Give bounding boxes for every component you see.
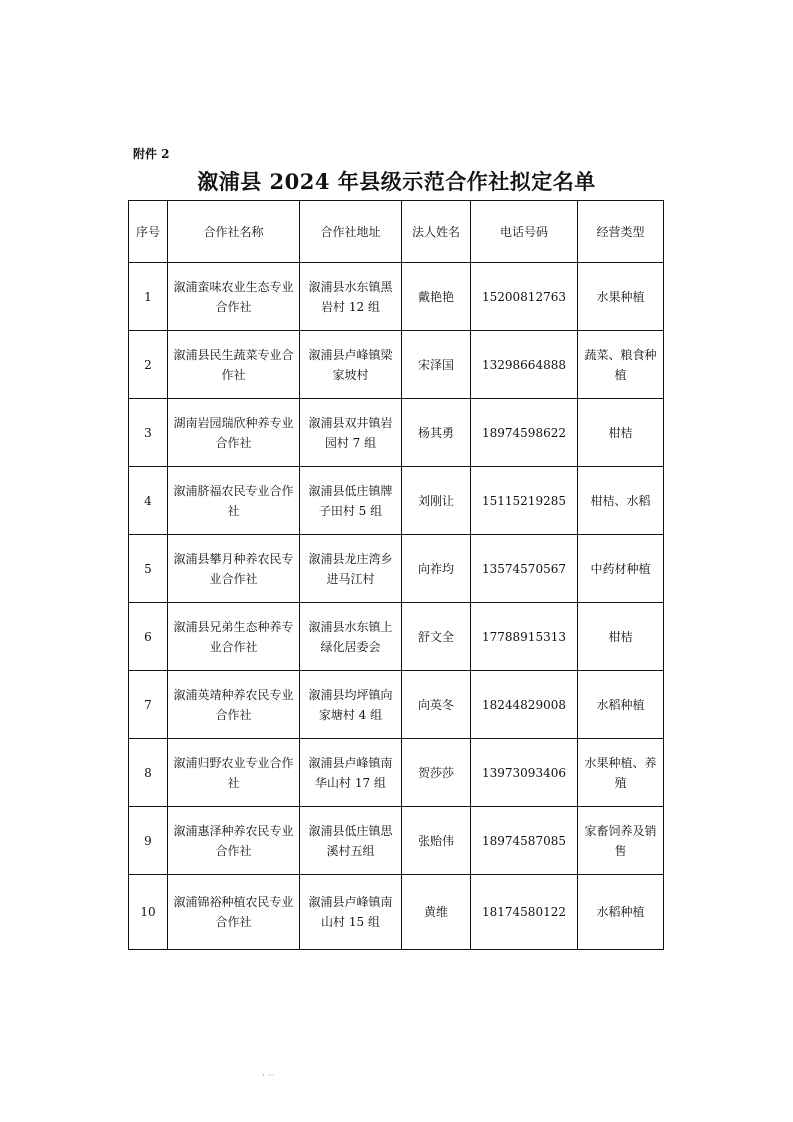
row-number: 1 [129,263,168,331]
cooperative-address: 溆浦县均坪镇向家塘村 4 组 [300,671,402,739]
phone-number: 18974598622 [471,399,578,467]
column-header-business: 经营类型 [578,201,664,263]
cooperative-address: 溆浦县卢峰镇南山村 15 组 [300,875,402,950]
row-number: 5 [129,535,168,603]
cooperative-address: 溆浦县卢峰镇南华山村 17 组 [300,739,402,807]
cooperative-name: 溆浦蛮味农业生态专业合作社 [168,263,300,331]
legal-representative: 向英冬 [402,671,471,739]
cooperative-name: 溆浦县民生蔬菜专业合作社 [168,331,300,399]
cooperative-address: 溆浦县龙庄湾乡进马江村 [300,535,402,603]
legal-representative: 向祚均 [402,535,471,603]
column-header-number: 序号 [129,201,168,263]
phone-number: 13298664888 [471,331,578,399]
legal-representative: 黄维 [402,875,471,950]
phone-number: 13574570567 [471,535,578,603]
row-number: 2 [129,331,168,399]
legal-representative: 贺莎莎 [402,739,471,807]
legal-representative: 刘刚让 [402,467,471,535]
table-row [129,331,664,399]
cooperative-name: 溆浦英靖种养农民专业合作社 [168,671,300,739]
cooperative-address: 溆浦县卢峰镇梁家坡村 [300,331,402,399]
business-type: 家畜饲养及销售 [578,807,664,875]
table-row [129,603,664,671]
business-type: 蔬菜、粮食种植 [578,331,664,399]
legal-representative: 杨其勇 [402,399,471,467]
column-header-name: 合作社名称 [168,201,300,263]
legal-representative: 戴艳艳 [402,263,471,331]
table-row [129,263,664,331]
business-type: 水稻种植 [578,671,664,739]
phone-number: 15200812763 [471,263,578,331]
table-row [129,671,664,739]
row-number: 3 [129,399,168,467]
row-number: 8 [129,739,168,807]
cooperative-address: 溆浦县低庄镇思溪村五组 [300,807,402,875]
business-type: 水果种植 [578,263,664,331]
legal-representative: 张贻伟 [402,807,471,875]
business-type: 水稻种植 [578,875,664,950]
table-row [129,739,664,807]
cooperative-address: 溆浦县低庄镇牌子田村 5 组 [300,467,402,535]
column-header-phone: 电话号码 [471,201,578,263]
cooperative-address: 溆浦县双井镇岩园村 7 组 [300,399,402,467]
row-number: 4 [129,467,168,535]
cooperative-name: 溆浦脐福农民专业合作社 [168,467,300,535]
row-number: 6 [129,603,168,671]
column-header-representative: 法人姓名 [402,201,471,263]
table-row [129,535,664,603]
row-number: 9 [129,807,168,875]
phone-number: 18244829008 [471,671,578,739]
table-row [129,807,664,875]
cooperative-roster-table [128,200,664,950]
phone-number: 13973093406 [471,739,578,807]
cooperative-name: 溆浦惠泽种养农民专业合作社 [168,807,300,875]
cooperative-name: 湖南岩园瑞欣种养专业合作社 [168,399,300,467]
page-title: 溆浦县 2024 年县级示范合作社拟定名单 [197,169,596,194]
table-header-row [129,201,664,263]
scan-artifact-mark: · ·· [262,1071,274,1081]
cooperative-address: 溆浦县水东镇黑岩村 12 组 [300,263,402,331]
table-row [129,399,664,467]
cooperative-name: 溆浦锦裕种植农民专业合作社 [168,875,300,950]
cooperative-name: 溆浦归野农业专业合作社 [168,739,300,807]
business-type: 柑桔 [578,399,664,467]
row-number: 10 [129,875,168,950]
business-type: 水果种植、养殖 [578,739,664,807]
cooperative-name: 溆浦县兄弟生态种养专业合作社 [168,603,300,671]
cooperative-address: 溆浦县水东镇上绿化居委会 [300,603,402,671]
table-row [129,875,664,950]
phone-number: 18974587085 [471,807,578,875]
row-number: 7 [129,671,168,739]
cooperative-name: 溆浦县攀月种养农民专业合作社 [168,535,300,603]
legal-representative: 舒文全 [402,603,471,671]
legal-representative: 宋泽国 [402,331,471,399]
business-type: 柑桔 [578,603,664,671]
phone-number: 15115219285 [471,467,578,535]
phone-number: 18174580122 [471,875,578,950]
business-type: 中药材种植 [578,535,664,603]
business-type: 柑桔、水稻 [578,467,664,535]
phone-number: 17788915313 [471,603,578,671]
column-header-address: 合作社地址 [300,201,402,263]
table-row [129,467,664,535]
attachment-label: 附件 2 [133,147,170,161]
